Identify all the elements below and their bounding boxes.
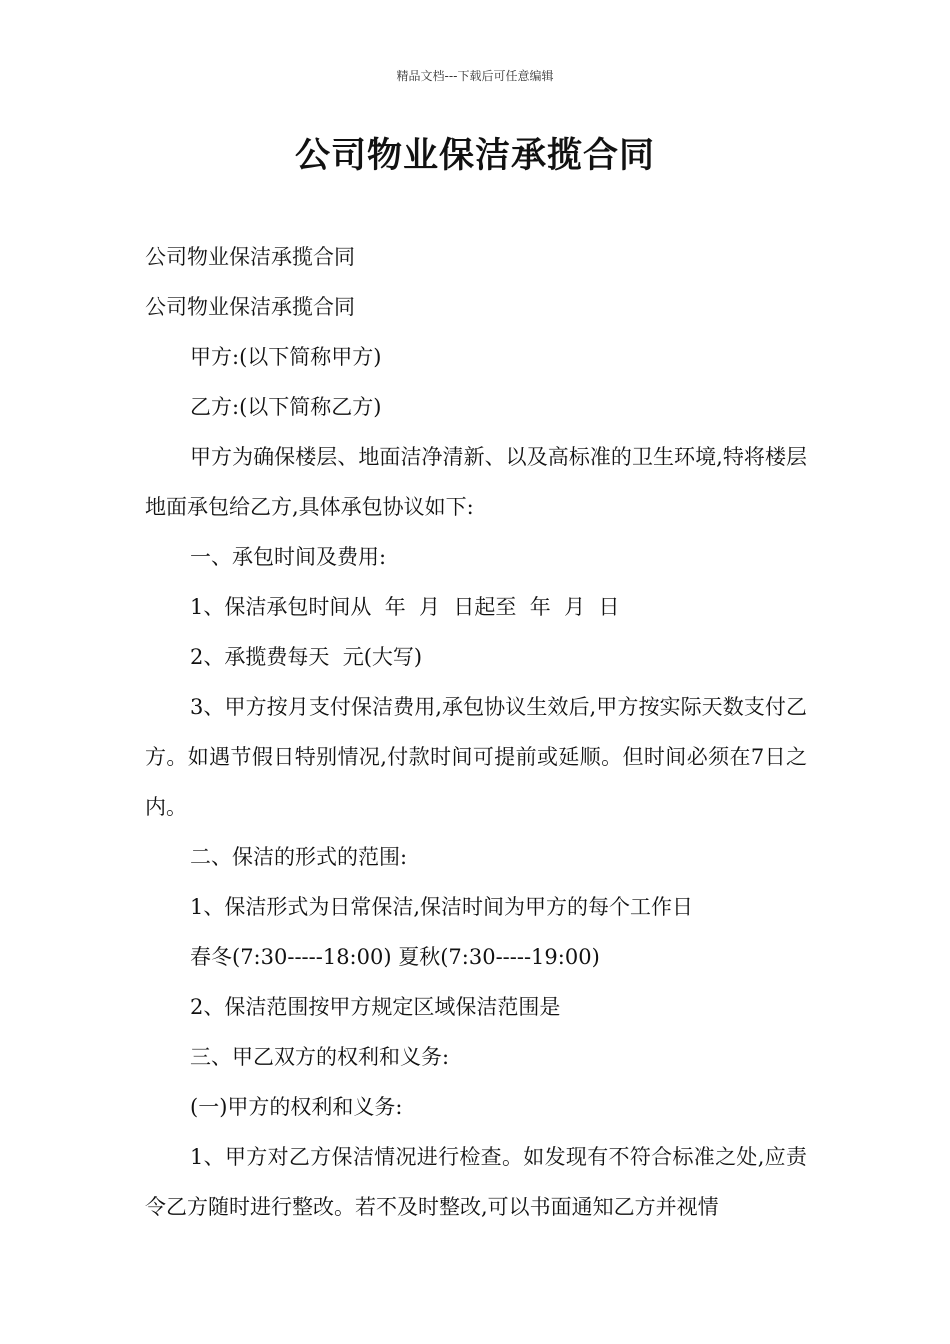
paragraph: 2、保洁范围按甲方规定区域保洁范围是 [190,995,561,1019]
paragraph: 1、保洁形式为日常保洁,保洁时间为甲方的每个工作日 [190,895,694,919]
document-title: 公司物业保洁承揽合同 [294,136,655,176]
header-note: 精品文档---下载后可任意编辑 [396,69,554,83]
paragraph: 二、保洁的形式的范围: [190,845,408,869]
paragraph: 3、甲方按月支付保洁费用,承包协议生效后,甲方按实际天数支付乙方。如遇节假日特别情况,付款时间可提前或延顺。但时间必须在7日之内。 [145,695,807,819]
paragraph: 1、甲方对乙方保洁情况进行检查。如发现有不符合标准之处,应责令乙方随时进行整改。若不及时整改,可以书面通知乙方并视情 [145,1145,807,1219]
paragraph: 甲方为确保楼层、地面洁净清新、以及高标准的卫生环境,特将楼层地面承包给乙方,具体承包协议如下: [145,445,807,519]
paragraph: 2、承揽费每天 元(大写) [190,645,423,669]
paragraph: 三、甲乙双方的权利和义务: [190,1045,450,1069]
paragraph: 1、保洁承包时间从 年 月 日起至 年 月 日 [190,595,620,619]
document-body [145,232,807,1232]
paragraph: 一、承包时间及费用: [190,545,387,569]
paragraph: 甲方:(以下简称甲方) [190,345,382,369]
paragraph: (一)甲方的权利和义务: [190,1095,403,1119]
paragraph: 公司物业保洁承揽合同 [145,295,355,319]
paragraph: 公司物业保洁承揽合同 [145,245,355,269]
paragraph: 乙方:(以下简称乙方) [190,395,382,419]
paragraph: 春冬(7:30-----18:00) 夏秋(7:30-----19:00) [190,945,600,969]
